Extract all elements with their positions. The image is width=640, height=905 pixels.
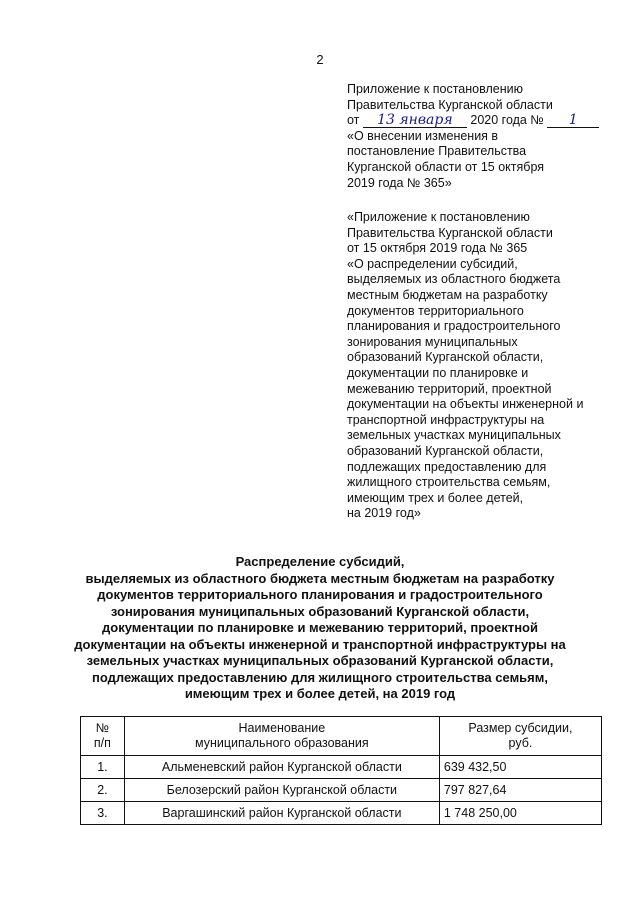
quoted-line: документации по планировке и bbox=[347, 365, 529, 380]
year-label: 2020 года № bbox=[470, 113, 544, 128]
appendix-line: «О внесении изменения в bbox=[347, 128, 499, 143]
header-municipality bbox=[124, 717, 439, 756]
quoted-line: местным бюджетам на разработку bbox=[347, 287, 548, 302]
title-line: Распределение субсидий, bbox=[235, 554, 405, 569]
quoted-line: «Приложение к постановлению bbox=[347, 210, 530, 224]
row-municipality: Альменевский район Курганской области bbox=[124, 756, 439, 779]
quoted-line: документов территориального bbox=[347, 303, 524, 318]
row-municipality: Варгашинский район Курганской области bbox=[124, 802, 439, 825]
table-row bbox=[81, 756, 602, 779]
header-text: Размер субсидии, bbox=[468, 721, 573, 735]
header-amount bbox=[439, 717, 601, 756]
appendix-line: постановление Правительства bbox=[347, 144, 527, 159]
quoted-appendix bbox=[347, 210, 627, 522]
quoted-line: выделяемых из областного бюджета bbox=[347, 272, 561, 287]
appendix-line: Курганской области от 15 октября bbox=[347, 159, 545, 174]
row-number: 3. bbox=[81, 802, 125, 825]
table-header-row bbox=[81, 717, 602, 756]
document-title bbox=[60, 554, 580, 703]
appendix-line: Приложение к постановлению bbox=[347, 82, 523, 96]
title-line: подлежащих предоставлению для жилищного строительства семьям, bbox=[91, 669, 548, 685]
title-line: документов территориального планирования и градостроительного bbox=[97, 587, 543, 602]
quoted-line: земельных участках муниципальных bbox=[347, 428, 561, 443]
header-number bbox=[81, 717, 125, 756]
appendix-date-line bbox=[347, 113, 627, 129]
quoted-line: от 15 октября 2019 года № 365 bbox=[347, 241, 528, 256]
handwritten-number: 1 bbox=[547, 114, 599, 128]
header-text: руб. bbox=[508, 736, 533, 750]
quoted-line: планирования и градостроительного bbox=[347, 319, 561, 334]
date-prefix: от bbox=[347, 113, 360, 128]
quoted-line: жилищного строительства семьям, bbox=[347, 475, 551, 490]
title-line: земельных участках муниципальных образований Курганской области, bbox=[86, 653, 554, 668]
row-number: 1. bbox=[81, 756, 125, 779]
row-amount: 797 827,64 bbox=[439, 779, 601, 802]
quoted-line: транспортной инфраструктуры на bbox=[347, 412, 545, 427]
table-row bbox=[81, 802, 602, 825]
row-amount: 1 748 250,00 bbox=[439, 802, 601, 825]
title-line: зонирования муниципальных образований Курганской области, bbox=[110, 603, 530, 619]
appendix-header bbox=[347, 82, 627, 191]
quoted-line: на 2019 год» bbox=[347, 506, 421, 521]
header-text: Наименование bbox=[238, 721, 326, 735]
quoted-line: образований Курганской области, bbox=[347, 443, 544, 458]
quoted-line: Правительства Курганской области bbox=[347, 225, 553, 240]
appendix-line: 2019 года № 365» bbox=[347, 175, 452, 190]
title-line: выделяемых из областного бюджета местным бюджетам на разработку bbox=[85, 570, 555, 586]
row-municipality: Белозерский район Курганской области bbox=[124, 779, 439, 802]
table-row bbox=[81, 779, 602, 802]
title-line: документации по планировке и межеванию территорий, проектной bbox=[102, 620, 538, 635]
appendix-line: Правительства Курганской области bbox=[347, 97, 553, 112]
handwritten-date: 13 января bbox=[363, 114, 467, 128]
title-line: документации на объекты инженерной и транспортной инфраструктуры на bbox=[74, 636, 566, 652]
quoted-line: межеванию территорий, проектной bbox=[347, 381, 552, 396]
subsidies-table bbox=[80, 716, 602, 825]
quoted-line: документации на объекты инженерной и bbox=[347, 397, 584, 412]
page-number: 2 bbox=[316, 52, 324, 67]
quoted-line: зонирования муниципальных bbox=[347, 334, 518, 349]
quoted-line: образований Курганской области, bbox=[347, 350, 544, 365]
title-line: имеющим трех и более детей, на 2019 год bbox=[184, 686, 456, 701]
quoted-line: подлежащих предоставлению для bbox=[347, 459, 547, 474]
row-amount: 639 432,50 bbox=[439, 756, 601, 779]
header-text: № bbox=[95, 721, 110, 735]
quoted-line: «О распределении субсидий, bbox=[347, 256, 518, 271]
row-number: 2. bbox=[81, 779, 125, 802]
quoted-line: имеющим трех и более детей, bbox=[347, 490, 524, 505]
header-text: п/п bbox=[93, 736, 111, 750]
header-text: муниципального образования bbox=[195, 736, 369, 750]
